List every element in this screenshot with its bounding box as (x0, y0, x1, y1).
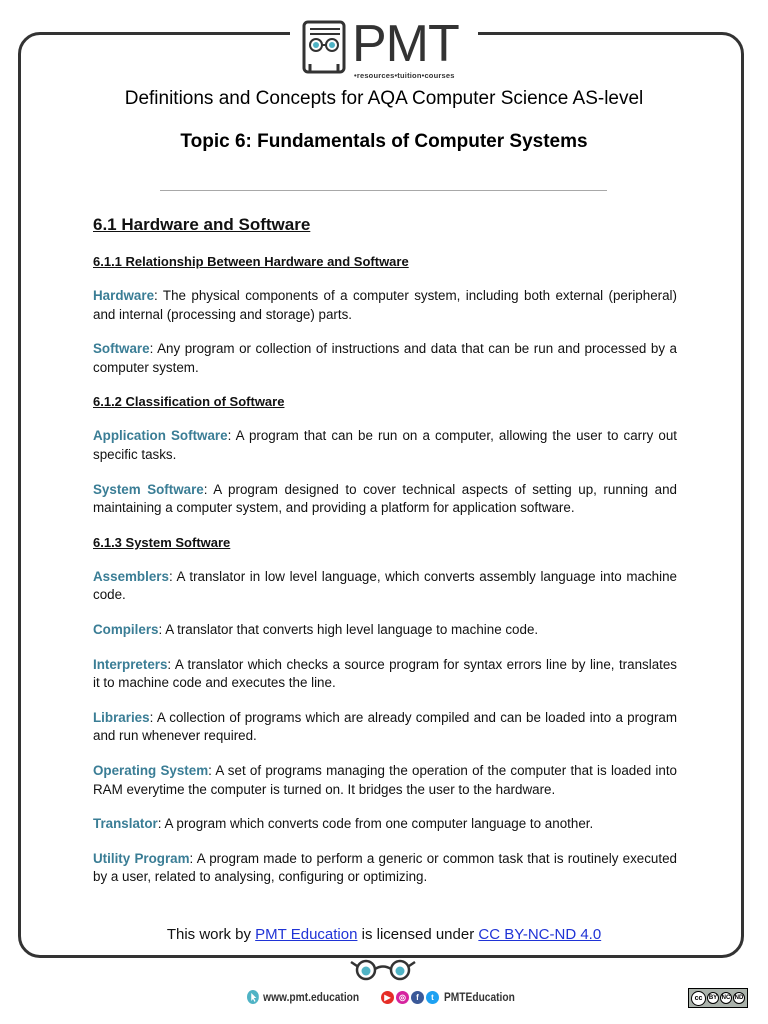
definition: System Software: A program designed to cover technical aspects of setting up, running and maintaining a computer system, and providing a platform for application software. (93, 481, 677, 516)
facebook-icon[interactable]: f (411, 991, 424, 1004)
definition-text: A translator in low level language, which converts assembly language into machine code. (93, 568, 677, 603)
youtube-icon[interactable]: ▶ (381, 991, 394, 1004)
definition-term: Assemblers (93, 568, 169, 584)
cc-nd-icon: ND (733, 992, 745, 1004)
logo-tagline: •resources•tuition•courses (354, 71, 455, 80)
social-links (381, 989, 527, 1005)
document-body (93, 213, 677, 903)
cc-icon: cc (691, 991, 706, 1006)
definition-text: The physical components of a computer system, including both external (peripheral) and internal (processing and storage) parts. (93, 288, 677, 322)
topic-title: Topic 6: Fundamentals of Computer Systems (180, 131, 588, 152)
definition: Software: Any program or collection of instructions and data that can be run and processed by a computer system. (93, 341, 678, 375)
definition: Compilers: A translator that converts high level language to machine code. (93, 621, 539, 637)
definition-text: Any program or collection of instructions and data that can be run and processed by a computer system. (93, 341, 678, 375)
book-mascot-icon (300, 20, 350, 76)
definition: Translator: A program which converts code from one computer language to another. (93, 816, 594, 832)
cursor-icon (247, 990, 259, 1004)
license-notice: This work by PMT Education is licensed under CC BY-NC-ND 4.0 (166, 926, 602, 943)
definition: Application Software: A program that can be run on a computer, allowing the user to carry out specific tasks. (93, 428, 678, 462)
definition-term: Utility Program (93, 850, 190, 866)
definition: Utility Program: A program made to perform a generic or common task that is routinely executed by a user, related to analysing, configuring or optimizing. (93, 850, 677, 885)
logo-wordmark: PMT (352, 15, 459, 73)
pmt-education-link[interactable]: PMT Education (255, 926, 358, 943)
definition-term: Hardware (93, 288, 155, 303)
website-link[interactable]: www.pmt.education (247, 989, 359, 1005)
divider (160, 190, 607, 191)
definition-term: Interpreters (93, 656, 168, 672)
definition-term: Software (93, 341, 150, 357)
definition: Operating System: A set of programs managing the operation of the computer that is loaded into RAM everytime the computer is turned on. It bridges the user to the hardware. (93, 762, 677, 797)
definition-text: A set of programs managing the operation of the computer that is loaded into RAM everytime the computer is turned on. It bridges the user to the hardware. (93, 762, 677, 797)
definition: Libraries: A collection of programs which are already compiled and can be loaded into a program and run whenever required. (93, 709, 678, 744)
subsection-title: 6.1.2 Classification of Software (93, 394, 285, 410)
definition-term: System Software (93, 481, 204, 497)
pmt-logo (290, 10, 478, 82)
instagram-icon[interactable]: ◎ (396, 991, 409, 1004)
definition: Hardware: The physical components of a computer system, including both external (peripheral) and internal (processing and storage) parts. (93, 288, 677, 322)
glasses-icon (349, 958, 419, 982)
definition-text: A translator that converts high level language to machine code. (165, 621, 539, 637)
subsection-title: 6.1.1 Relationship Between Hardware and Software (93, 254, 409, 269)
section-title: 6.1 Hardware and Software (93, 215, 311, 234)
definition-text: A program that can be run on a computer, allowing the user to carry out specific tasks. (93, 428, 678, 462)
cc-license-link[interactable]: CC BY-NC-ND 4.0 (478, 926, 602, 943)
definition-term: Application Software (93, 428, 228, 444)
definition-text: A program which converts code from one computer language to another. (164, 816, 594, 832)
definition-text: A collection of programs which are already compiled and can be loaded into a program and run whenever required. (93, 709, 678, 744)
definition-term: Compilers (93, 621, 159, 637)
definition-term: Operating System (93, 762, 209, 778)
social-handle: PMTEducation (444, 990, 515, 1004)
cc-by-icon: BY (707, 992, 719, 1004)
subsection-title: 6.1.3 System Software (93, 534, 231, 550)
twitter-icon[interactable]: t (426, 991, 439, 1004)
definition-term: Translator (93, 816, 158, 832)
definition-text: A translator which checks a source program for syntax errors line by line, translates it to machine code and executes the line. (93, 656, 678, 691)
definition-text: A program designed to cover technical aspects of setting up, running and maintaining a computer system, and providing a platform for application software. (93, 481, 677, 516)
definition-term: Libraries (93, 709, 150, 725)
definition-text: A program made to perform a generic or common task that is routinely executed by a user, related to analysing, configuring or optimizing. (93, 850, 677, 885)
cc-license-badge[interactable] (688, 988, 748, 1008)
definition: Interpreters: A translator which checks a source program for syntax errors line by line, translates it to machine code and executes the line. (93, 656, 678, 691)
definition: Assemblers: A translator in low level language, which converts assembly language into machine code. (93, 568, 677, 603)
document-title: Definitions and Concepts for AQA Computer Science AS-level (124, 88, 644, 109)
cc-nc-icon: NC (720, 992, 732, 1004)
